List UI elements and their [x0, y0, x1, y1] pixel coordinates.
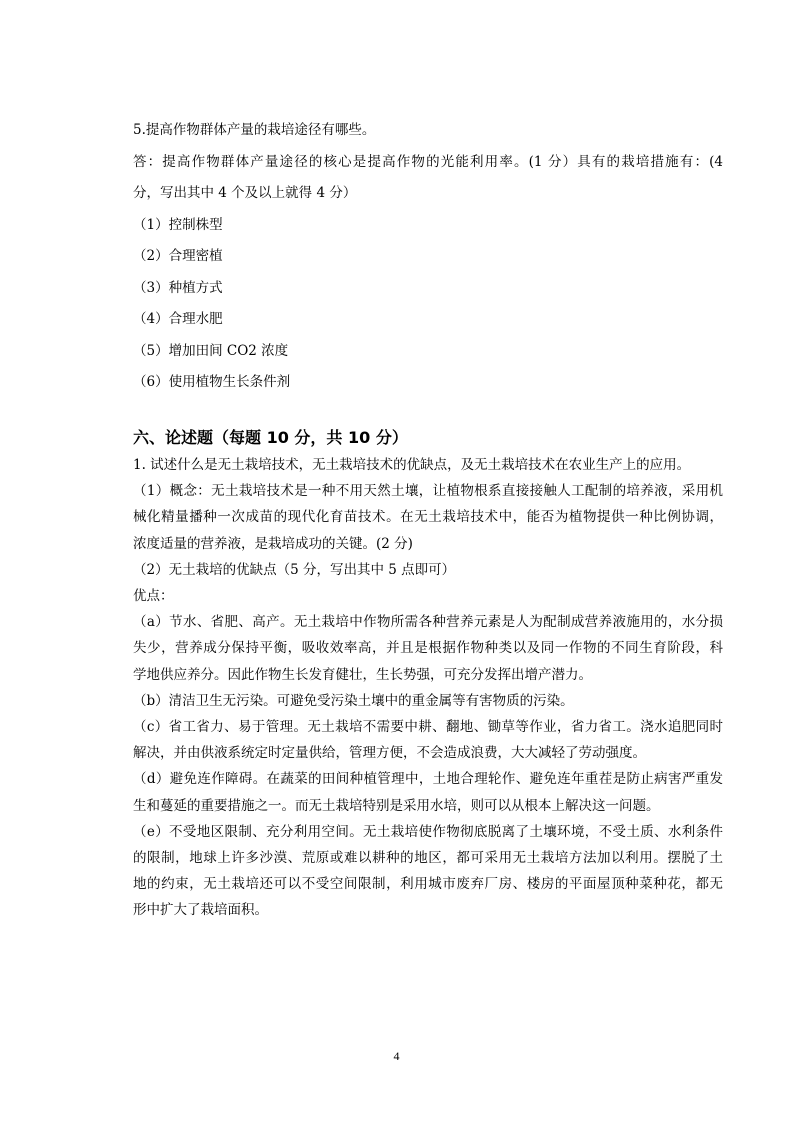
paragraph-line: （a）节水、省肥、高产。无土栽培中作物所需各种营养元素是人为配制成营养液施用的，水分损: [133, 614, 723, 631]
list-item: （3）种植方式: [133, 279, 223, 296]
paragraph-line: （e）不受地区限制、充分利用空间。无土栽培使作物彻底脱离了土壤环境，不受土质、水利条件: [133, 823, 723, 840]
paragraph-line: 优点：: [133, 588, 174, 605]
page-number: 4: [393, 1049, 400, 1063]
question-5-title: 5.提高作物群体产量的栽培途径有哪些。: [133, 122, 376, 138]
paragraph-line: 失少，营养成分保持平衡，吸收效率高，并且是根据作物种类以及同一作物的不同生育阶段，科: [133, 640, 723, 657]
list-item: （4）合理水肥: [133, 311, 223, 327]
paragraph-line: （2）无土栽培的优缺点（5 分，写出其中 5 点即可）: [133, 561, 456, 578]
paragraph-line: 械化精量播种一次成苗的现代化育苗技术。在无土栽培技术中，能否为植物提供一种比例协调，: [133, 509, 723, 526]
paragraph-line: 的限制，地球上许多沙漠、荒原或难以耕种的地区，都可采用无土栽培方法加以利用。摆脱了土: [133, 850, 723, 867]
section-heading: 六、论述题（每题 10 分，共 10 分）: [133, 428, 408, 447]
list-item: （2）合理密植: [133, 248, 223, 264]
paragraph-line: 地的约束，无土栽培还可以不受空间限制，利用城市废弃厂房、楼房的平面屋顶种菜种花，都无: [133, 876, 723, 893]
essay-question-block: [133, 452, 723, 924]
essay-question: 1. 试述什么是无土栽培技术，无土栽培技术的优缺点，及无土栽培技术在农业生产上的应用。: [133, 457, 691, 473]
paragraph-line: （c）省工省力、易于管理。无土栽培不需要中耕、翻地、锄草等作业，省力省工。浇水追肥同时: [133, 719, 723, 736]
answer-line: 分，写出其中 4 个及以上就得 4 分）: [133, 185, 357, 201]
paragraph-line: 解决，并由供液系统定时定量供给，管理方便，不会造成浪费，大大减轻了劳动强度。: [133, 745, 646, 762]
question-5-block: [133, 115, 723, 399]
list-item: （1）控制株型: [133, 216, 223, 233]
paragraph-line: 生和蔓延的重要措施之一。而无土栽培特别是采用水培，则可以从根本上解决这一问题。: [133, 797, 660, 814]
list-item: （6）使用植物生长条件剂: [133, 374, 291, 390]
paragraph-line: 学地供应养分。因此作物生长发育健壮，生长势强，可充分发挥出增产潜力。: [133, 666, 592, 683]
paragraph-line: （b）清洁卫生无污染。可避免受污染土壤中的重金属等有害物质的污染。: [133, 692, 574, 709]
paragraph-line: 形中扩大了栽培面积。: [133, 902, 268, 919]
list-item: （5）增加田间 CO2 浓度: [133, 342, 289, 359]
paragraph-line: 浓度适量的营养液，是栽培成功的关键。(2 分): [133, 535, 413, 552]
answer-line: 答：提高作物群体产量途径的核心是提高作物的光能利用率。(1 分）具有的栽培措施有：(4: [133, 153, 723, 170]
paragraph-line: （1）概念：无土栽培技术是一种不用天然土壤，让植物根系直接接触人工配制的培养液，采用机: [133, 483, 723, 500]
paragraph-line: （d）避免连作障碍。在蔬菜的田间种植管理中，土地合理轮作、避免连年重茬是防止病害严重发: [133, 771, 723, 788]
